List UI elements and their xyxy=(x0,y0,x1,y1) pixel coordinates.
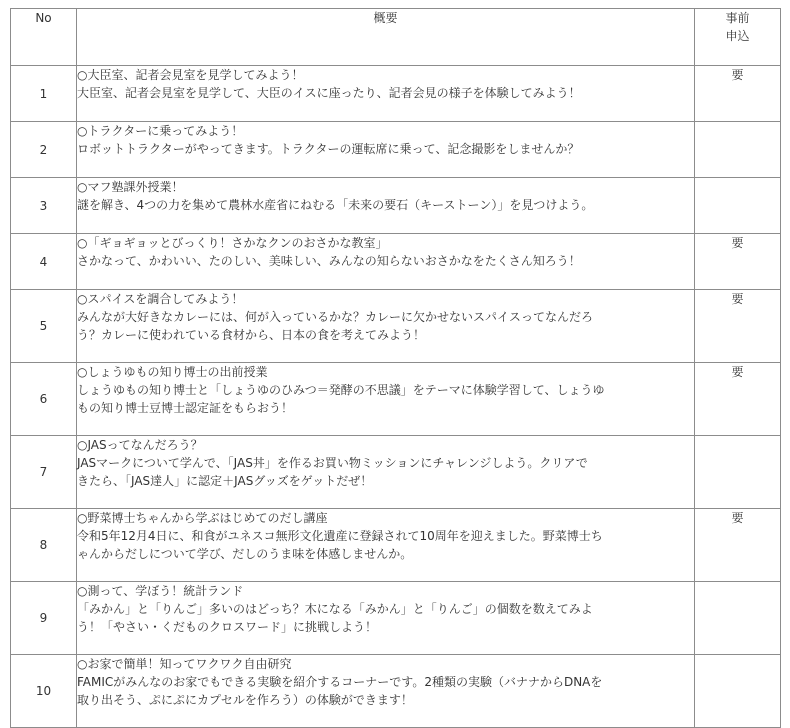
row-number: 7 xyxy=(11,436,77,509)
event-title: ○スパイスを調合してみよう！ xyxy=(77,292,244,306)
event-title: ○測って、学ぼう！統計ランド xyxy=(77,584,244,598)
prereg-mark: 要 xyxy=(695,363,781,436)
prereg-mark xyxy=(695,178,781,234)
event-title: ○野菜博士ちゃんから学ぶはじめてのだし講座 xyxy=(77,511,328,525)
row-summary xyxy=(77,66,695,122)
row-number: 3 xyxy=(11,178,77,234)
event-description: 令和5年12月4日に、和食がユネスコ無形文化遺産に登録されて10周年を迎えました。野菜博士ち ゃんからだしについて学び、だしのうま味を体感しませんか。 xyxy=(77,529,603,561)
table-row xyxy=(11,178,781,234)
row-number: 6 xyxy=(11,363,77,436)
table-row xyxy=(11,122,781,178)
event-table xyxy=(10,8,781,728)
row-summary xyxy=(77,290,695,363)
table-row xyxy=(11,509,781,582)
table-row xyxy=(11,234,781,290)
prereg-mark: 要 xyxy=(695,290,781,363)
prereg-mark xyxy=(695,436,781,509)
event-description: 大臣室、記者会見室を見学して、大臣のイスに座ったり、記者会見の様子を体験してみよう！ xyxy=(77,86,581,100)
row-number: 5 xyxy=(11,290,77,363)
row-number: 4 xyxy=(11,234,77,290)
table-row xyxy=(11,436,781,509)
row-summary xyxy=(77,234,695,290)
event-title: ○「ギョギョッとびっくり！さかなクンのおさかな教室」 xyxy=(77,236,388,250)
table-row xyxy=(11,582,781,655)
header-row xyxy=(11,9,781,66)
row-summary xyxy=(77,122,695,178)
header-no: No xyxy=(11,9,77,66)
prereg-mark xyxy=(695,582,781,655)
row-summary xyxy=(77,509,695,582)
table-row xyxy=(11,363,781,436)
event-description: みんなが大好きなカレーには、何が入っているかな？カレーに欠かせないスパイスってなんだろ う？カレーに使われている食材から、日本の食を考えてみよう！ xyxy=(77,310,594,342)
table-row xyxy=(11,66,781,122)
event-description: ロボットトラクターがやってきます。トラクターの運転席に乗って、記念撮影をしませんか？ xyxy=(77,142,580,156)
row-number: 2 xyxy=(11,122,77,178)
prereg-mark xyxy=(695,122,781,178)
row-number: 10 xyxy=(11,655,77,728)
event-title: ○JASってなんだろう？ xyxy=(77,438,203,452)
event-description: しょうゆもの知り博士と「しょうゆのひみつ＝発酵の不思議」をテーマに体験学習して、しょうゆ もの知り博士豆博士認定証をもらおう！ xyxy=(77,383,605,415)
event-description: 謎を解き、4つの力を集めて農林水産省にねむる「未来の要石（キーストーン）」を見つけよう。 xyxy=(77,198,594,212)
event-title: ○大臣室、記者会見室を見学してみよう！ xyxy=(77,68,304,82)
row-number: 1 xyxy=(11,66,77,122)
event-title: ○マフ塾課外授業！ xyxy=(77,180,184,194)
row-summary xyxy=(77,582,695,655)
event-title: ○しょうゆもの知り博士の出前授業 xyxy=(77,365,268,379)
event-description: JASマークについて学んで、「JAS丼」を作るお買い物ミッションにチャレンジしよう。クリアで きたら、「JAS達人」に認定＋JASグッズをゲットだぜ！ xyxy=(77,456,588,488)
event-description: 「みかん」と「りんご」多いのはどっち？木になる「みかん」と「りんご」の個数を数えてみよ う！「やさい・くだものクロスワード」に挑戦しよう！ xyxy=(77,602,593,634)
row-summary xyxy=(77,363,695,436)
header-prereg: 事前 申込 xyxy=(695,9,781,66)
header-summary: 概要 xyxy=(77,9,695,66)
event-description: FAMICがみんなのお家でもできる実験を紹介するコーナーです。2種類の実験（バナナからDNAを 取り出そう、ぷにぷにカプセルを作ろう）の体験ができます！ xyxy=(77,675,603,707)
row-summary xyxy=(77,178,695,234)
event-description: さかなって、かわいい、たのしい、美味しい、みんなの知らないおさかなをたくさん知ろう！ xyxy=(77,254,581,268)
event-title: ○トラクターに乗ってみよう！ xyxy=(77,124,244,138)
table-row xyxy=(11,290,781,363)
prereg-mark: 要 xyxy=(695,234,781,290)
event-title: ○お家で簡単！知ってワクワク自由研究 xyxy=(77,657,292,671)
row-summary xyxy=(77,436,695,509)
row-number: 9 xyxy=(11,582,77,655)
row-number: 8 xyxy=(11,509,77,582)
prereg-mark: 要 xyxy=(695,66,781,122)
prereg-mark: 要 xyxy=(695,509,781,582)
